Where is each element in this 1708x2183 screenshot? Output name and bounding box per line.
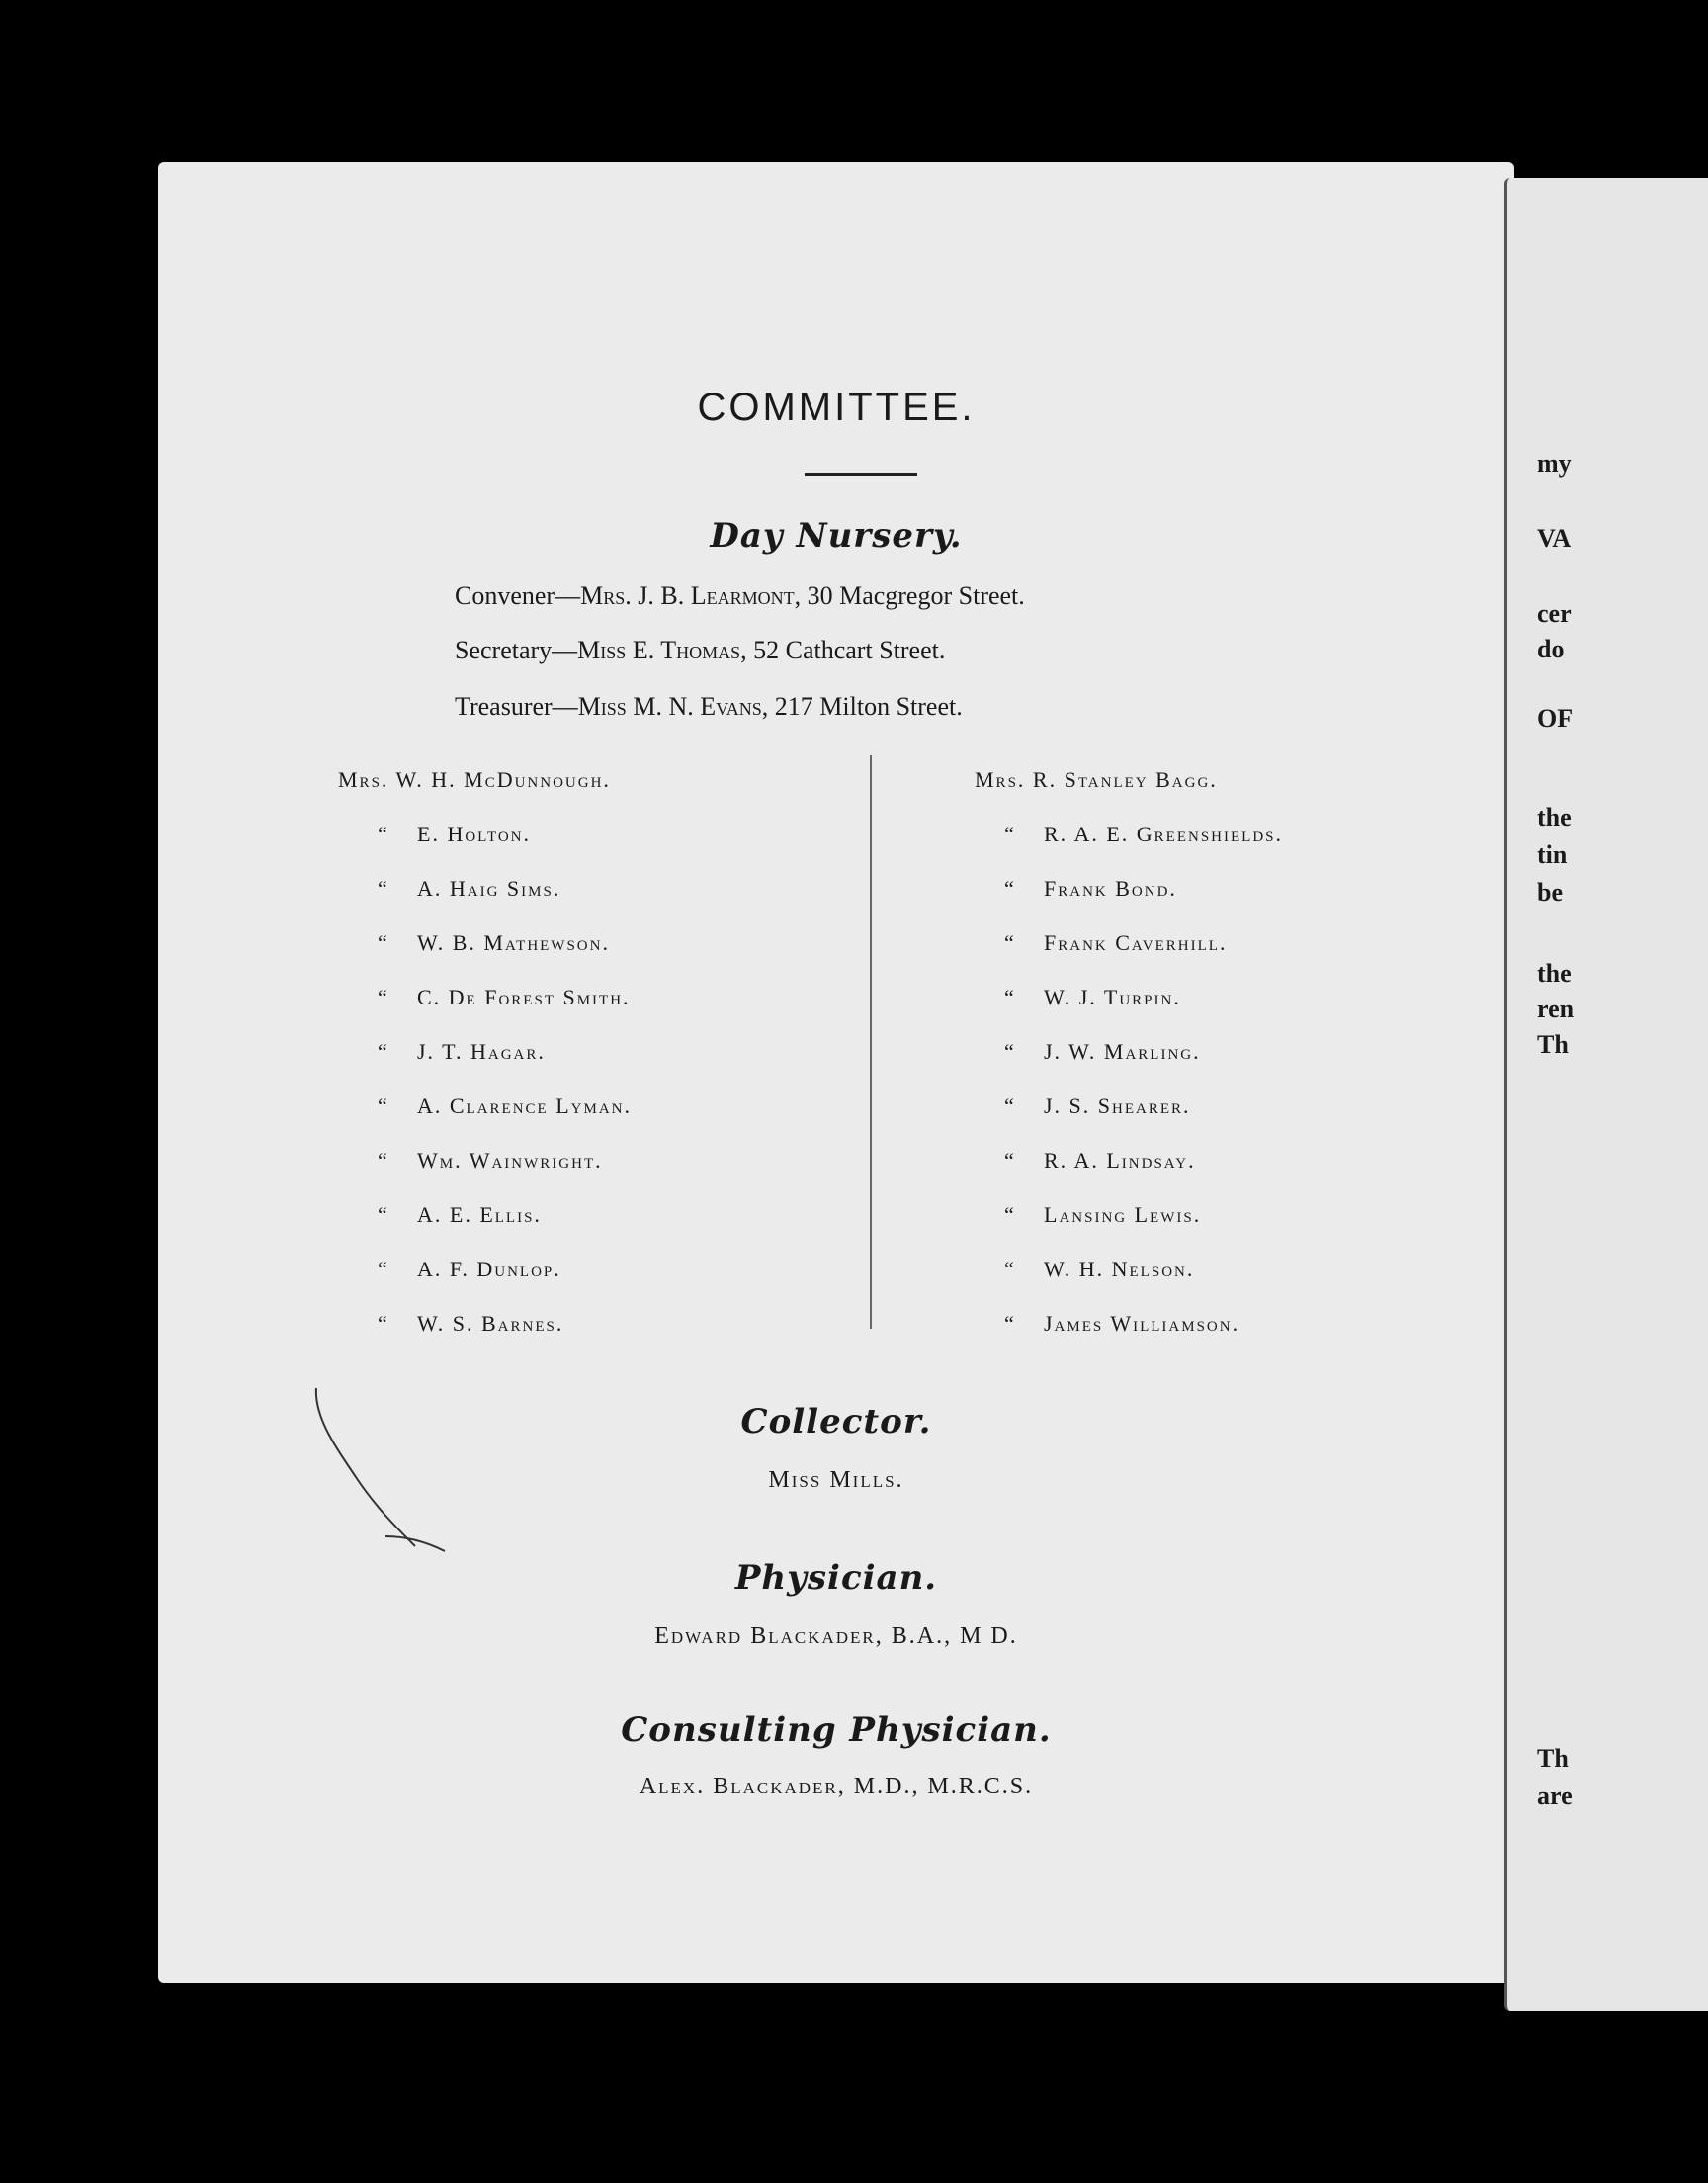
- member-name: Frank Caverhill.: [1044, 930, 1228, 955]
- ditto-mark: “: [378, 1257, 389, 1281]
- ditto-mark: “: [378, 930, 389, 955]
- ditto-mark: “: [1004, 985, 1016, 1009]
- page-title: COMMITTEE.: [697, 386, 976, 429]
- member-left-8: [378, 1202, 542, 1228]
- officer-role: Convener—: [455, 581, 581, 610]
- ditto-mark: “: [378, 1202, 389, 1227]
- member-left-4: [378, 985, 631, 1010]
- officer-name: E. Thomas: [632, 636, 741, 664]
- ditto-mark: “: [378, 1039, 389, 1064]
- title-rule: [805, 473, 917, 476]
- member-name: R. A. E. Greenshields.: [1044, 822, 1284, 846]
- member-left-5: [378, 1039, 546, 1065]
- member-name: J. S. Shearer.: [1044, 1093, 1191, 1118]
- officer-role: Secretary—: [455, 636, 578, 664]
- adjacent-page-edge: [1504, 178, 1708, 2011]
- ditto-mark: “: [1004, 930, 1016, 955]
- member-name: W. B. Mathewson.: [417, 930, 610, 955]
- member-right-9: [1004, 1257, 1194, 1282]
- member-right-7: [1004, 1148, 1196, 1174]
- officer-role: Treasurer—: [455, 692, 578, 721]
- member-right-4: [1004, 985, 1181, 1010]
- member-right-6: [1004, 1093, 1191, 1119]
- officer-title: Miss: [577, 692, 627, 721]
- member-right-0: Mrs. R. Stanley Bagg.: [975, 767, 1218, 792]
- member-name: A. E. Ellis.: [417, 1202, 542, 1227]
- ditto-mark: “: [1004, 1039, 1016, 1064]
- member-name: J. W. Marling.: [1044, 1039, 1201, 1064]
- fragment-2: cer: [1537, 599, 1572, 628]
- officer-address: , 217 Milton Street.: [761, 692, 963, 721]
- member-name: James Williamson.: [1044, 1311, 1240, 1336]
- ditto-mark: “: [1004, 876, 1016, 901]
- ditto-mark: “: [378, 822, 389, 846]
- column-divider: [870, 755, 872, 1329]
- fragment-3: do: [1537, 635, 1565, 663]
- ditto-mark: “: [378, 985, 389, 1009]
- member-name: Lansing Lewis.: [1044, 1202, 1202, 1227]
- member-right-2: [1004, 876, 1177, 902]
- member-name: A. Haig Sims.: [417, 876, 561, 901]
- member-left-2: [378, 876, 560, 902]
- fragment-9: ren: [1537, 995, 1575, 1023]
- member-name: W. J. Turpin.: [1044, 985, 1181, 1009]
- ditto-mark: “: [378, 1148, 389, 1173]
- member-right-8: [1004, 1202, 1201, 1228]
- consulting-physician-name: Alex. Blackader, M.D., M.R.C.S.: [639, 1774, 1034, 1799]
- fragment-8: the: [1537, 959, 1572, 988]
- member-left-3: [378, 930, 610, 956]
- officer-secretary: [455, 636, 945, 665]
- fragment-5: the: [1537, 803, 1572, 831]
- ditto-mark: “: [1004, 1093, 1016, 1118]
- officer-title: Miss: [577, 636, 627, 664]
- member-left-0: Mrs. W. H. McDunnough.: [338, 767, 611, 792]
- member-name: E. Holton.: [417, 822, 532, 846]
- consulting-physician-heading: Consulting Physician.: [621, 1710, 1052, 1750]
- member-left-10: [378, 1311, 563, 1337]
- ditto-mark: “: [1004, 1311, 1016, 1336]
- member-name: A. Clarence Lyman.: [417, 1093, 632, 1118]
- member-right-3: [1004, 930, 1227, 956]
- member-name: A. F. Dunlop.: [417, 1257, 561, 1281]
- physician-name: Edward Blackader, B.A., M D.: [654, 1623, 1018, 1649]
- member-right-10: [1004, 1311, 1239, 1337]
- member-right-1: [1004, 822, 1283, 847]
- ditto-mark: “: [1004, 1257, 1016, 1281]
- member-name: C. De Forest Smith.: [417, 985, 631, 1009]
- fragment-4: OF: [1537, 704, 1574, 733]
- ink-scribble: [306, 1388, 465, 1566]
- collector-name: Miss Mills.: [768, 1467, 904, 1493]
- member-left-9: [378, 1257, 561, 1282]
- member-right-5: [1004, 1039, 1201, 1065]
- member-name: Frank Bond.: [1044, 876, 1177, 901]
- fragment-1: VA: [1537, 524, 1572, 553]
- fragment-11: Th: [1537, 1744, 1569, 1773]
- officer-name: M. N. Evans: [633, 692, 762, 721]
- officer-address: , 52 Cathcart Street.: [740, 636, 946, 664]
- physician-heading: Physician.: [734, 1558, 938, 1598]
- officer-name: J. B. Learmont: [638, 581, 795, 610]
- member-name: W. S. Barnes.: [417, 1311, 564, 1336]
- member-name: W. H. Nelson.: [1044, 1257, 1195, 1281]
- fragment-10: Th: [1537, 1030, 1569, 1059]
- member-name: Wm. Wainwright.: [417, 1148, 603, 1173]
- ditto-mark: “: [378, 876, 389, 901]
- member-left-7: [378, 1148, 603, 1174]
- officer-address: , 30 Macgregor Street.: [794, 581, 1025, 610]
- fragment-7: be: [1537, 878, 1563, 907]
- ditto-mark: “: [1004, 1202, 1016, 1227]
- officer-convener: [455, 581, 1025, 611]
- ditto-mark: “: [378, 1093, 389, 1118]
- ditto-mark: “: [378, 1311, 389, 1336]
- officer-treasurer: [455, 692, 963, 722]
- section-heading-day-nursery: Day Nursery.: [710, 516, 963, 556]
- member-name: R. A. Lindsay.: [1044, 1148, 1196, 1173]
- officer-title: Mrs.: [580, 581, 632, 610]
- fragment-6: tin: [1537, 840, 1568, 869]
- ditto-mark: “: [1004, 1148, 1016, 1173]
- collector-heading: Collector.: [740, 1402, 932, 1441]
- fragment-0: my: [1537, 449, 1572, 478]
- ditto-mark: “: [1004, 822, 1016, 846]
- member-name: J. T. Hagar.: [417, 1039, 546, 1064]
- fragment-12: are: [1537, 1782, 1573, 1810]
- document-page: [158, 162, 1514, 1983]
- member-left-1: [378, 822, 531, 847]
- member-left-6: [378, 1093, 632, 1119]
